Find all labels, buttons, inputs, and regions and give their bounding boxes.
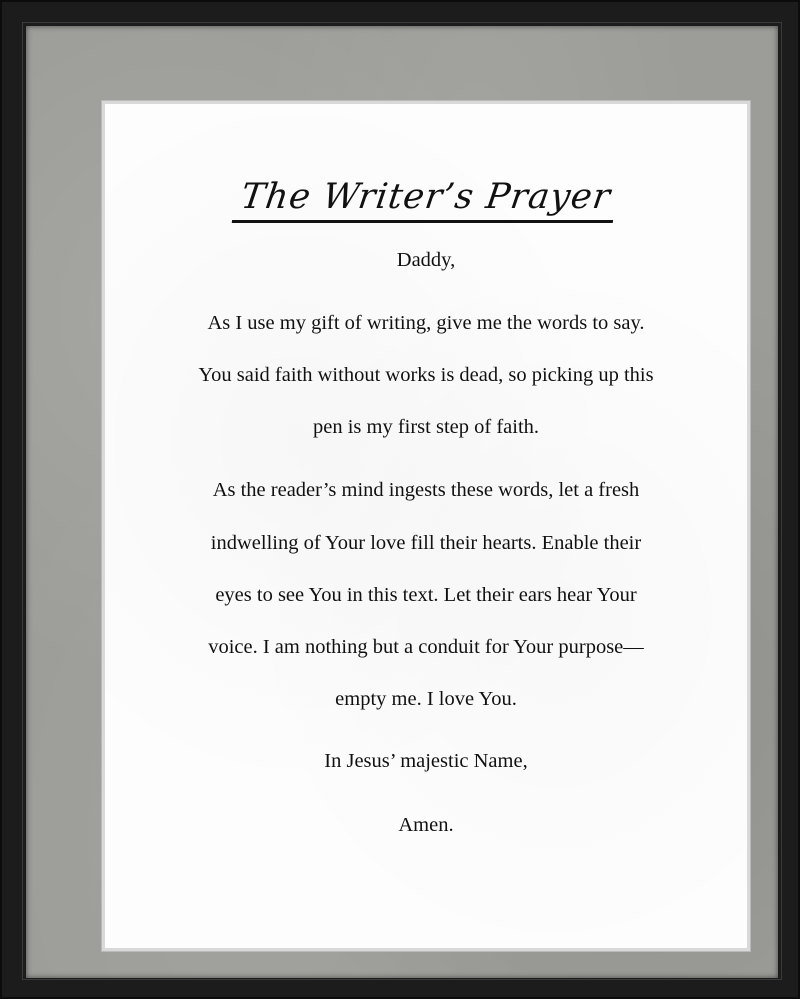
closing: In Jesus’ majestic Name,	[324, 750, 528, 772]
paragraph2-line-1: As the reader’s mind ingests these words, let a fresh	[212, 479, 640, 501]
signoff: Amen.	[398, 814, 454, 836]
title-container	[105, 176, 747, 223]
salutation: Daddy,	[396, 249, 456, 271]
paragraph1-line-3: pen is my first step of faith.	[312, 416, 540, 438]
prayer-title: The Writer’s Prayer	[232, 176, 620, 223]
paragraph1-line-2: You said faith without works is dead, so picking up this	[198, 364, 654, 386]
mat-board	[26, 26, 778, 978]
paragraph2-line-4: voice. I am nothing but a conduit for Your purpose—	[208, 636, 644, 658]
paragraph1-line-1: As I use my gift of writing, give me the words to say.	[207, 312, 645, 334]
paper	[105, 104, 747, 948]
paper-window	[102, 101, 750, 951]
paragraph2-line-3: eyes to see You in this text. Let their ears hear Your	[215, 584, 637, 606]
paragraph2-line-5: empty me. I love You.	[335, 688, 517, 710]
paragraph2-line-2: indwelling of Your love fill their hearts. Enable their	[210, 532, 642, 554]
